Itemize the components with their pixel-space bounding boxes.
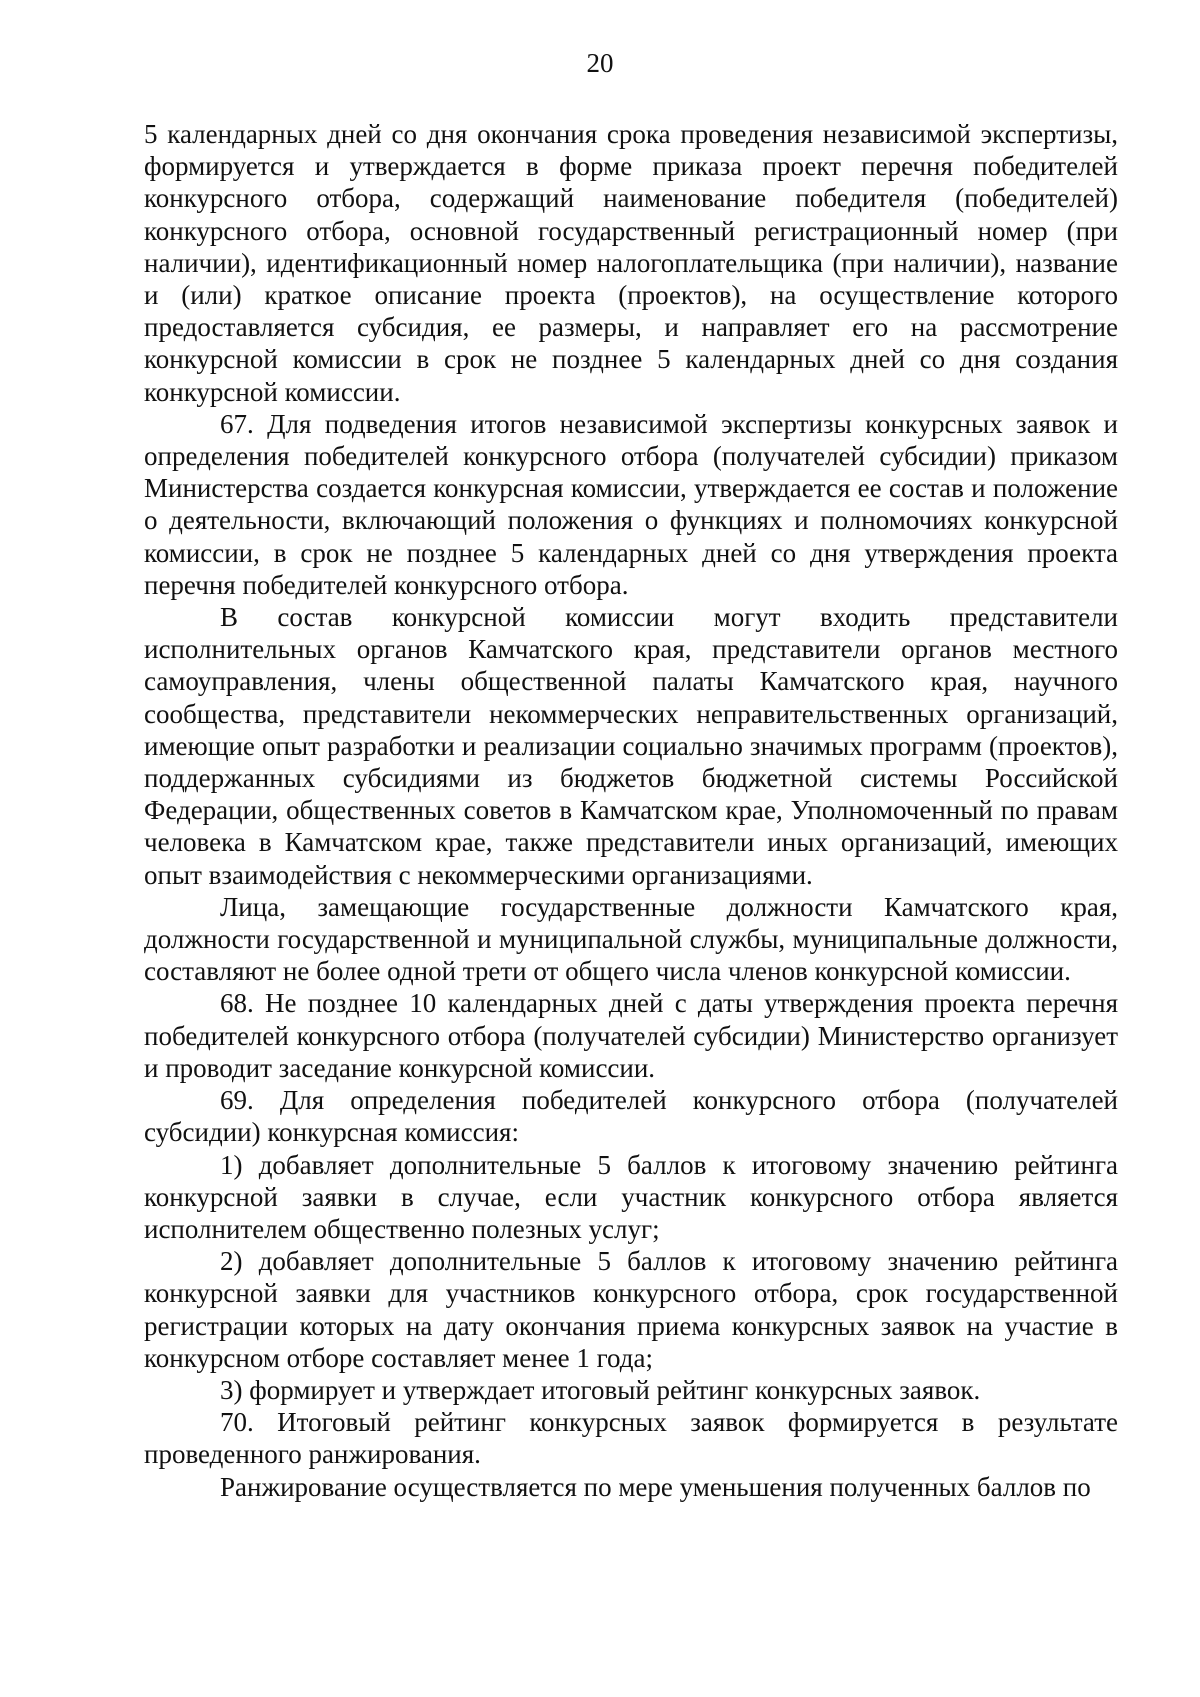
list-item-1: 1) добавляет дополнительные 5 баллов к итоговому значению рейтинга конкурсной заявки в случае, если участник конкурсного отбора является исполнителем общественно полезных услуг; (144, 1149, 1118, 1244)
paragraph-ranking: Ранжирование осуществляется по мере уменьшения полученных баллов по (220, 1471, 1091, 1502)
list-item-2: 2) добавляет дополнительные 5 баллов к итоговому значению рейтинга конкурсной заявки для участников конкурсного отбора, срок государственной регистрации которых на дату окончания приема конкурсных заявок на участие в конкурсном отборе составляет менее 1 года; (144, 1246, 1118, 1373)
paragraph-69: 69. Для определения победителей конкурсного отбора (получателей субсидии) конкурсная комиссия: (144, 1085, 1118, 1148)
paragraph-state-positions: Лица, замещающие государственные должности Камчатского края, должности государственной и муниципальной службы, муниципальные должности, составляют не более одной трети от общего числа членов конкурсной комиссии. (144, 891, 1118, 987)
paragraph-68: 68. Не позднее 10 календарных дней с даты утверждения проекта перечня победителей конкурсного отбора (получателей субсидии) Министерство организует и проводит заседание конкурсной комиссии. (144, 988, 1118, 1083)
paragraph-commission-composition: В состав конкурсной комиссии могут входить представители исполнительных органов Камчатского края, представители органов местного самоуправления, члены общественной палаты Камчатского края, научного сообщества, представители некоммерческих неправительственных организаций, имеющие опыт разработки и реализации социально значимых программ (проектов), поддержанных субсидиями из бюджетов бюджетной системы Российской Федерации, общественных советов в Камчатском крае, Уполномоченный по правам человека в Камчатском крае, также представители иных организаций, имеющих опыт взаимодействия с некоммерческими организациями. (144, 602, 1118, 890)
paragraph-70: 70. Итоговый рейтинг конкурсных заявок формируется в результате проведенного ранжирования. (144, 1407, 1118, 1470)
paragraph-continuation: 5 календарных дней со дня окончания срока проведения независимой экспертизы, формируется и утверждается в форме приказа проект перечня победителей конкурсного отбора, содержащий наименование победителя (победителей) конкурсного отбора, основной государственный регистрационный номер (при наличии), идентификационный номер налогоплательщика (при наличии), название и (или) краткое описание проекта (проектов), на осуществление которого предоставляется субсидия, ее размеры, и направляет его на рассмотрение конкурсной комиссии в срок не позднее 5 календарных дней со дня создания конкурсной комиссии. (144, 119, 1118, 407)
list-item-3: 3) формирует и утверждает итоговый рейтинг конкурсных заявок. (220, 1374, 981, 1405)
document-body (144, 118, 1118, 1503)
page-number: 20 (586, 48, 614, 78)
paragraph-67: 67. Для подведения итогов независимой экспертизы конкурсных заявок и определения победителей конкурсного отбора (получателей субсидии) приказом Министерства создается конкурсная комиссии, утверждается ее состав и положение о деятельности, включающий положения о функциях и полномочиях конкурсной комиссии, в срок не позднее 5 календарных дней со дня утверждения проекта перечня победителей конкурсного отбора. (144, 408, 1118, 600)
